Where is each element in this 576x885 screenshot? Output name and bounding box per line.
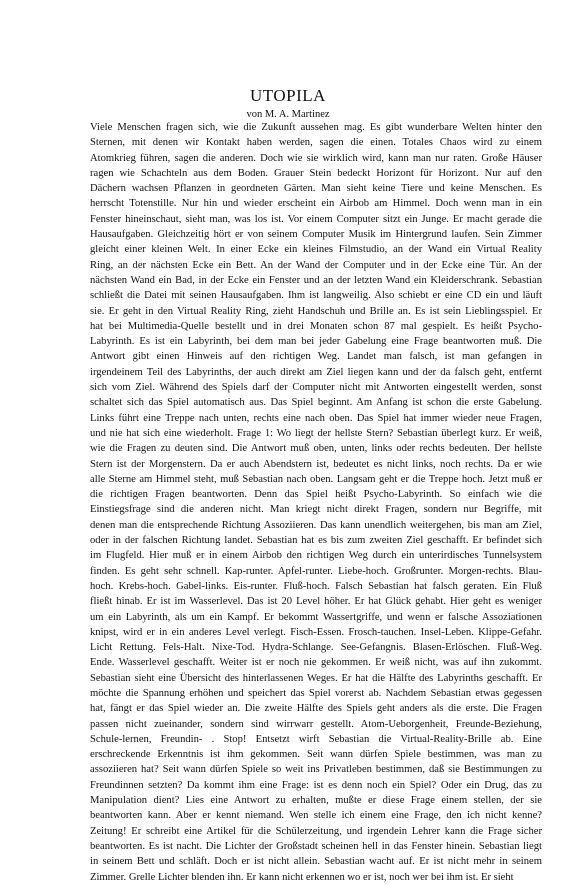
text-line: die richtigen Fragen beantworten. Denn das Spiel heißt Psycho-Labyrinth. So einfach wie die bbox=[90, 489, 542, 501]
text-line: erschreckende Erkenntnis ist ihm gekommen. Seit wann dürfen Spiele bestimmen, was man zu bbox=[90, 749, 542, 761]
text-line: im Flugfeld. Hier muß er in einem Airbob den richtigen Weg durch ein unterirdisches Tunnelsystem bbox=[90, 550, 542, 562]
text-line: Licht Rettung. Fels-Halt. Nixe-Tod. Hydra-Schlange. See-Gefangnis. Blasen-Erlöschen. Fluß-Weg. bbox=[90, 642, 542, 654]
body-text bbox=[90, 120, 542, 885]
text-line: Antwort gibt einen Hinweis auf den richtigen Weg. Landet man falsch, ist man gefangen in bbox=[90, 351, 542, 363]
text-line: Viele Menschen fragen sich, wie die Zukunft aussehen mag. Es gibt wunderbare Welten hinter den bbox=[90, 122, 542, 133]
text-line: nächsten Wand ein Bad, in der Ecke ein Fenster und an der letzten Wand ein Kleiderschrank. Sebastian bbox=[90, 274, 542, 286]
text-line: sich vom Ziel. Während des Spiels darf der Computer nicht mit Antworten eingestellt werden, sonst bbox=[90, 382, 542, 394]
text-line: Schule-lernen, Freundin- . Stop! Entsetzt wirft Sebastian die Virtual-Reality-Brille ab. Eine bbox=[90, 733, 542, 745]
text-line: Hausaufgaben. Gleichzeitig hört er von seinem Computer Musik im Hintergrund laufen. Sein Zimmer bbox=[90, 229, 542, 241]
text-line: oder in der falschen Richtung landet. Sebastian hat es bis zum zweiten Ziel geschafft. Er befindet sich bbox=[90, 535, 542, 547]
text-line: Manipulation dient? Lies eine Antwort zu erhalten, mußte er diese Frage einem stellen, der sie bbox=[90, 795, 542, 807]
text-line: Freundinnen setzten? Da kommt ihm eine Frage: ist es denn noch ein Spiel? Oder ein Drug, das zu bbox=[90, 779, 542, 791]
text-line: hat, fängt er das Spiel wieder an. Die zweite Hälfte des Spiels geht anders als die erste. Die Fragen bbox=[90, 703, 542, 715]
text-line: ragen wie Schachteln aus dem Boden. Grauer Stein bedeckt Horizont für Horizont. Nur auf den bbox=[90, 167, 542, 179]
text-line: Ende. Wasserlevel geschafft. Weiter ist er noch nie gekommen. Er weiß nicht, was auf ihn zukommt. bbox=[90, 657, 542, 669]
text-line: Atomkrieg führen, sagen die anderen. Doch wie sie wirklich wird, kann man nur raten. Große Häuser bbox=[90, 152, 542, 164]
text-line: Sebastian sieht eine Übersicht des hinterlassenen Weges. Er hat die Hälfte des Labyrinths geschafft. Er bbox=[90, 672, 542, 684]
text-line: Labyrinth. Es ist ein Labyrinth, bei dem man bei jeder Gabelung eine Frage beantworten muß. Die bbox=[90, 336, 542, 348]
text-line: herrscht Totenstille. Nur hin und wieder erscheint ein Airbob am Himmel. Doch wenn man in ein bbox=[90, 198, 542, 210]
text-line: möchte die Spannung erhöhen und speichert das Spiel vorerst ab. Nachdem Sebastian etwas gegessen bbox=[90, 687, 542, 699]
text-line: Dächern wachsen Pflanzen in geordneten Gärten. Man sieht keine Tiere und keine Menschen. Es bbox=[90, 183, 542, 195]
text-line: Zimmer. Grelle Lichter blenden ihn. Er kann nicht erkennen wo er ist, noch wer bei ihm ist. Er sieht bbox=[90, 871, 514, 883]
document-title: UTOPILA bbox=[250, 86, 326, 105]
text-line: irgendeinem Teil des Labyrinths, der auch direkt am Ziel liegen kann und der da falsch geht, entfernt bbox=[90, 366, 542, 378]
text-line: Fenster hineinschaut, sieht man, was los ist. Vor einem Computer sitzt ein Junge. Er macht gerade die bbox=[90, 213, 542, 225]
text-line: assoziieren hat? Seit wann dürfen Spiele so weit ins Privatleben bestimmen, daß sie Bestimmungen zu bbox=[90, 764, 542, 776]
text-line: finden. Es geht sehr schnell. Kap-runter. Apfel-runter. Liebe-hoch. Großrunter. Morgen-rechts. Blau- bbox=[90, 565, 542, 577]
text-line: denen man die entsprechende Richtung Assoziieren. Das kann unendlich weitergehen, bis man am Ziel, bbox=[90, 519, 542, 531]
text-line: Einstiegsfrage sind die anderen nicht. Man kriegt nicht direkt Fragen, sondern nur Begriffe, mit bbox=[90, 504, 542, 516]
text-line: passen nicht zueinander, sondern sind wirrwarr gestellt. Atom-Ueborgenheit, Freunde-Beziehung, bbox=[90, 718, 542, 730]
text-line: Ring, an der nächsten Ecke ein Bett. An der Wand der Computer und in der Ecke eine Tür. An der bbox=[90, 259, 542, 271]
text-line: Links führt eine Treppe nach unten, rechts eine nach oben. Das Spiel hat immer wieder neue Fragen, bbox=[90, 412, 542, 424]
text-line: knipst, wird er in ein anderes Level verlegt. Fisch-Essen. Frosch-tauchen. Insel-Leben. Klippe-Gefahr. bbox=[90, 626, 542, 638]
text-line: schließt die Datei mit seinen Hausaufgaben. Ihm ist langweilig. Also schiebt er eine CD ein und läuft bbox=[90, 290, 542, 302]
text-line: gleicht einer kleinen Welt. In einer Ecke ein kleines Filmstudio, an der Wand ein Virtual Reality bbox=[90, 244, 542, 256]
text-line: wie die Fragen zu deuten sind. Die Antwort muß oben, unten, links oder rechts bedeuten. Der hellste bbox=[90, 443, 542, 455]
text-line: beantworten. Es ist nacht. Die Lichter der Großstadt scheinen hell in das Fenster hinein. Sebastian liegt bbox=[90, 840, 542, 852]
text-line: hat bei Multimedia-Quelle bestellt und in drei Monaten schon 87 mal gespielt. Es heißt Psycho- bbox=[90, 320, 542, 332]
text-line: Stern ist der Morgenstern. Da er auch Abendstern ist, bedeutet es nicht links, noch rechts. Da er wie bbox=[90, 458, 542, 470]
text-line: schaltet sich das Spiel automatisch aus. Das Spiel beginnt. Am Anfang ist schon die erste Gabelung. bbox=[90, 397, 542, 409]
text-line: fließt hinab. Er ist im Wasserlevel. Das ist 20 Level höher. Er hat Glück gehabt. Hier geht es weniger bbox=[90, 596, 542, 608]
text-line: und nie hat sich eine wiederholt. Frage 1: Wo liegt der hellste Stern? Sebastian überlegt kurz. Er weiß, bbox=[90, 427, 542, 439]
text-line: sie. Er geht in den Virtual Reality Ring, zieht Handschuh und Brille an. Es ist sein Lieblingsspiel. Er bbox=[90, 305, 542, 317]
text-line: Sternen, mit denen wir Kontakt haben werden, sagen die einen. Totales Chaos wird zu einem bbox=[90, 137, 542, 149]
text-line: alle Sterne am Himmel steht, muß Sebastian nach oben. Langsam geht er die Treppe hoch. Jetzt muß er bbox=[90, 473, 542, 485]
author-line: von M. A. Martinez bbox=[246, 109, 330, 120]
text-line: Zeitung! Er schreibt eine Artikel für die Schülerzeitung, und irgendein Lehrer kann die Frage sicher bbox=[90, 825, 542, 837]
text-line: um ein Labyrinth, als um ein Kampf. Er bekommt Wassertgriffe, und wenn er falsche Assoziationen bbox=[90, 611, 542, 623]
text-line: hoch. Krebs-hoch. Gabel-links. Eis-runter. Fluß-hoch. Falsch Sebastian hat falsch geraten. Ein Fluß bbox=[90, 580, 542, 592]
text-line: beantworten kann. Aber er kennt niemand. Wen stelle ich einem eine Frage, den ich nicht kenne? bbox=[90, 810, 542, 822]
text-line: in seinem Bett und schläft. Doch er ist nicht allein. Sebastian wacht auf. Er ist nicht mehr in seinem bbox=[90, 856, 542, 868]
